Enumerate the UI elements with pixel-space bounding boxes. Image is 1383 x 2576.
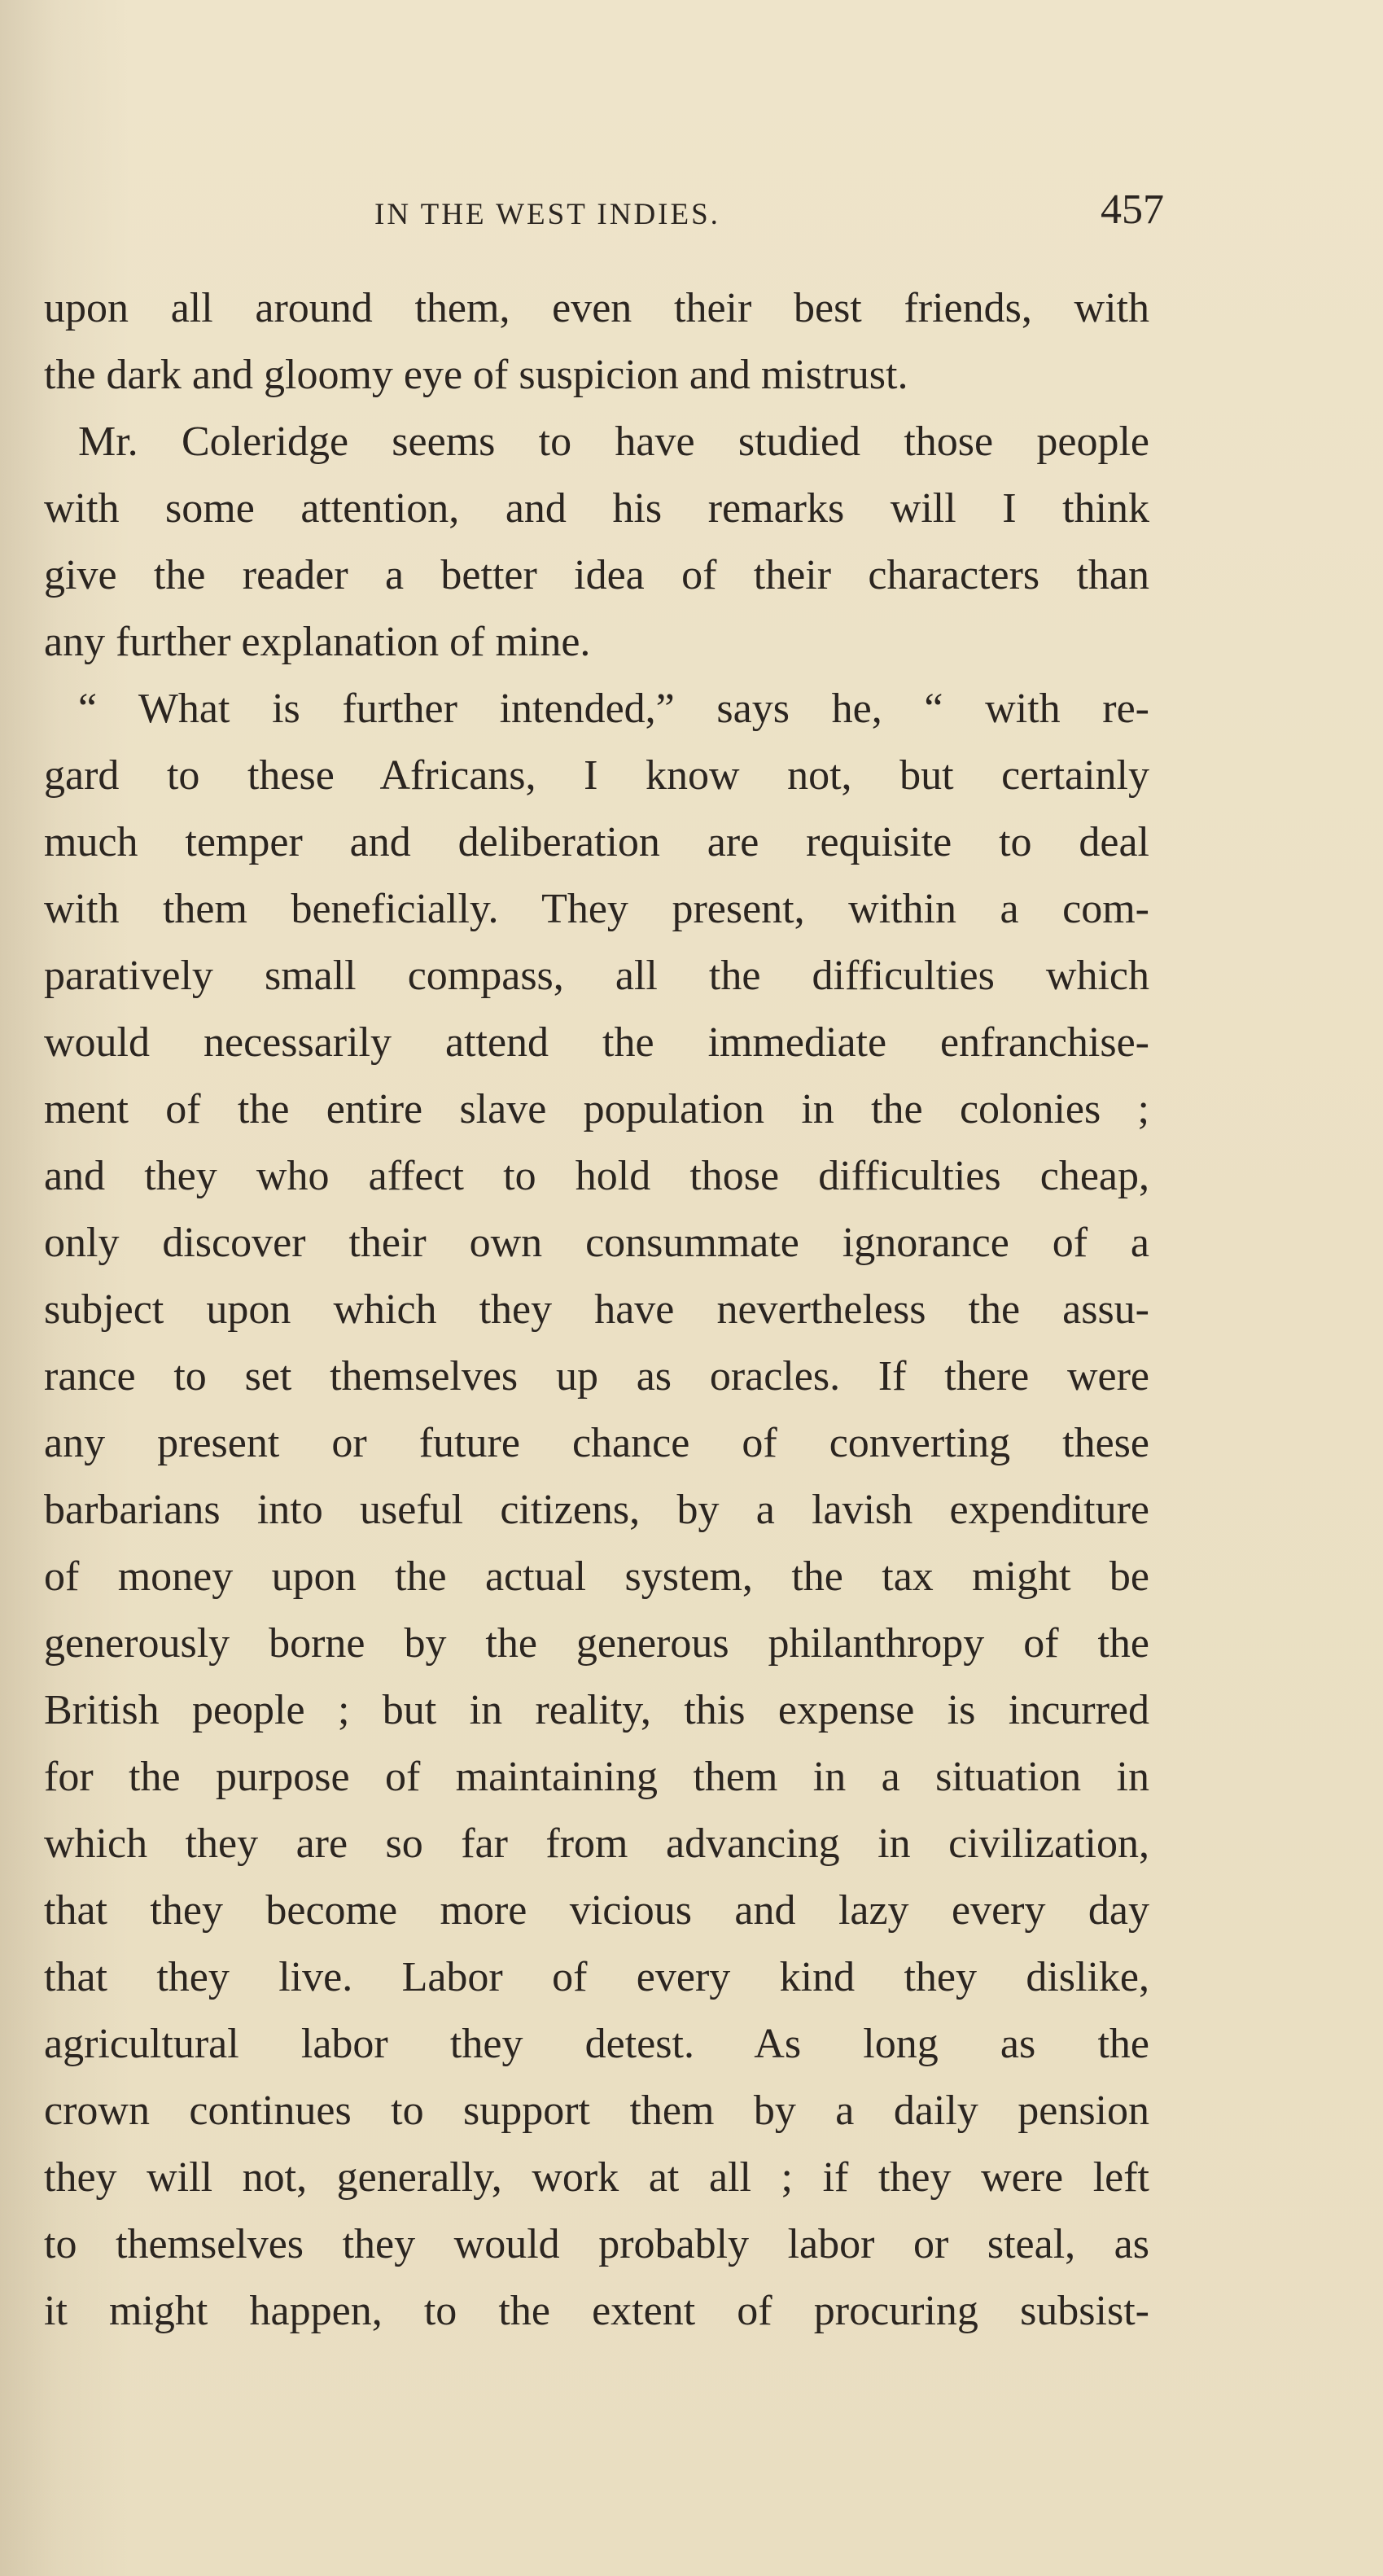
text-line: British people ; but in reality, this expense is incurred <box>44 1687 1149 1733</box>
text-line: and they who affect to hold those difficulties cheap, <box>44 1153 1149 1199</box>
text-line: gard to these Africans, I know not, but certainly <box>44 752 1149 799</box>
text-line: which they are so far from advancing in civilization, <box>44 1820 1149 1867</box>
text-line: generously borne by the generous philanthropy of the <box>44 1620 1149 1667</box>
text-line: only discover their own consummate ignorance of a <box>44 1220 1149 1266</box>
text-line: any further explanation of mine. <box>44 619 591 665</box>
body-text <box>44 275 1149 2345</box>
text-line: paratively small compass, all the difficulties which <box>44 953 1149 999</box>
text-line: agricultural labor they detest. As long as the <box>44 2021 1149 2067</box>
text-line: rance to set themselves up as oracles. If there were <box>44 1353 1149 1400</box>
text-line: crown continues to support them by a daily pension <box>44 2088 1149 2134</box>
text-line: of money upon the actual system, the tax might be <box>44 1553 1149 1600</box>
text-line: “ What is further intended,” says he, “ with re- <box>78 686 1149 732</box>
running-title: IN THE WEST INDIES. <box>374 198 720 231</box>
text-line: upon all around them, even their best friends, with <box>44 285 1149 331</box>
text-line: with some attention, and his remarks will I think <box>44 485 1149 532</box>
text-line: much temper and deliberation are requisite to deal <box>44 819 1149 865</box>
text-line: that they live. Labor of every kind they dislike, <box>44 1954 1149 2000</box>
text-line: it might happen, to the extent of procuring subsist- <box>44 2288 1149 2334</box>
text-line: subject upon which they have nevertheless the assu- <box>44 1286 1149 1333</box>
text-line: give the reader a better idea of their characters than <box>44 552 1149 598</box>
text-line: to themselves they would probably labor or steal, as <box>44 2221 1149 2267</box>
text-line: the dark and gloomy eye of suspicion and mistrust. <box>44 352 908 398</box>
text-line: ment of the entire slave population in the colonies ; <box>44 1086 1149 1132</box>
text-line: that they become more vicious and lazy every day <box>44 1887 1149 1934</box>
running-head <box>49 186 1164 243</box>
page-number: 457 <box>1101 186 1164 233</box>
text-line: Mr. Coleridge seems to have studied those people <box>78 418 1149 465</box>
text-line: barbarians into useful citizens, by a lavish expenditure <box>44 1487 1149 1533</box>
text-line: would necessarily attend the immediate enfranchise- <box>44 1019 1149 1066</box>
text-line: for the purpose of maintaining them in a situation in <box>44 1754 1149 1800</box>
text-line: with them beneficially. They present, within a com- <box>44 886 1149 932</box>
text-line: they will not, generally, work at all ; if they were left <box>44 2154 1149 2201</box>
text-line: any present or future chance of converting these <box>44 1420 1149 1466</box>
